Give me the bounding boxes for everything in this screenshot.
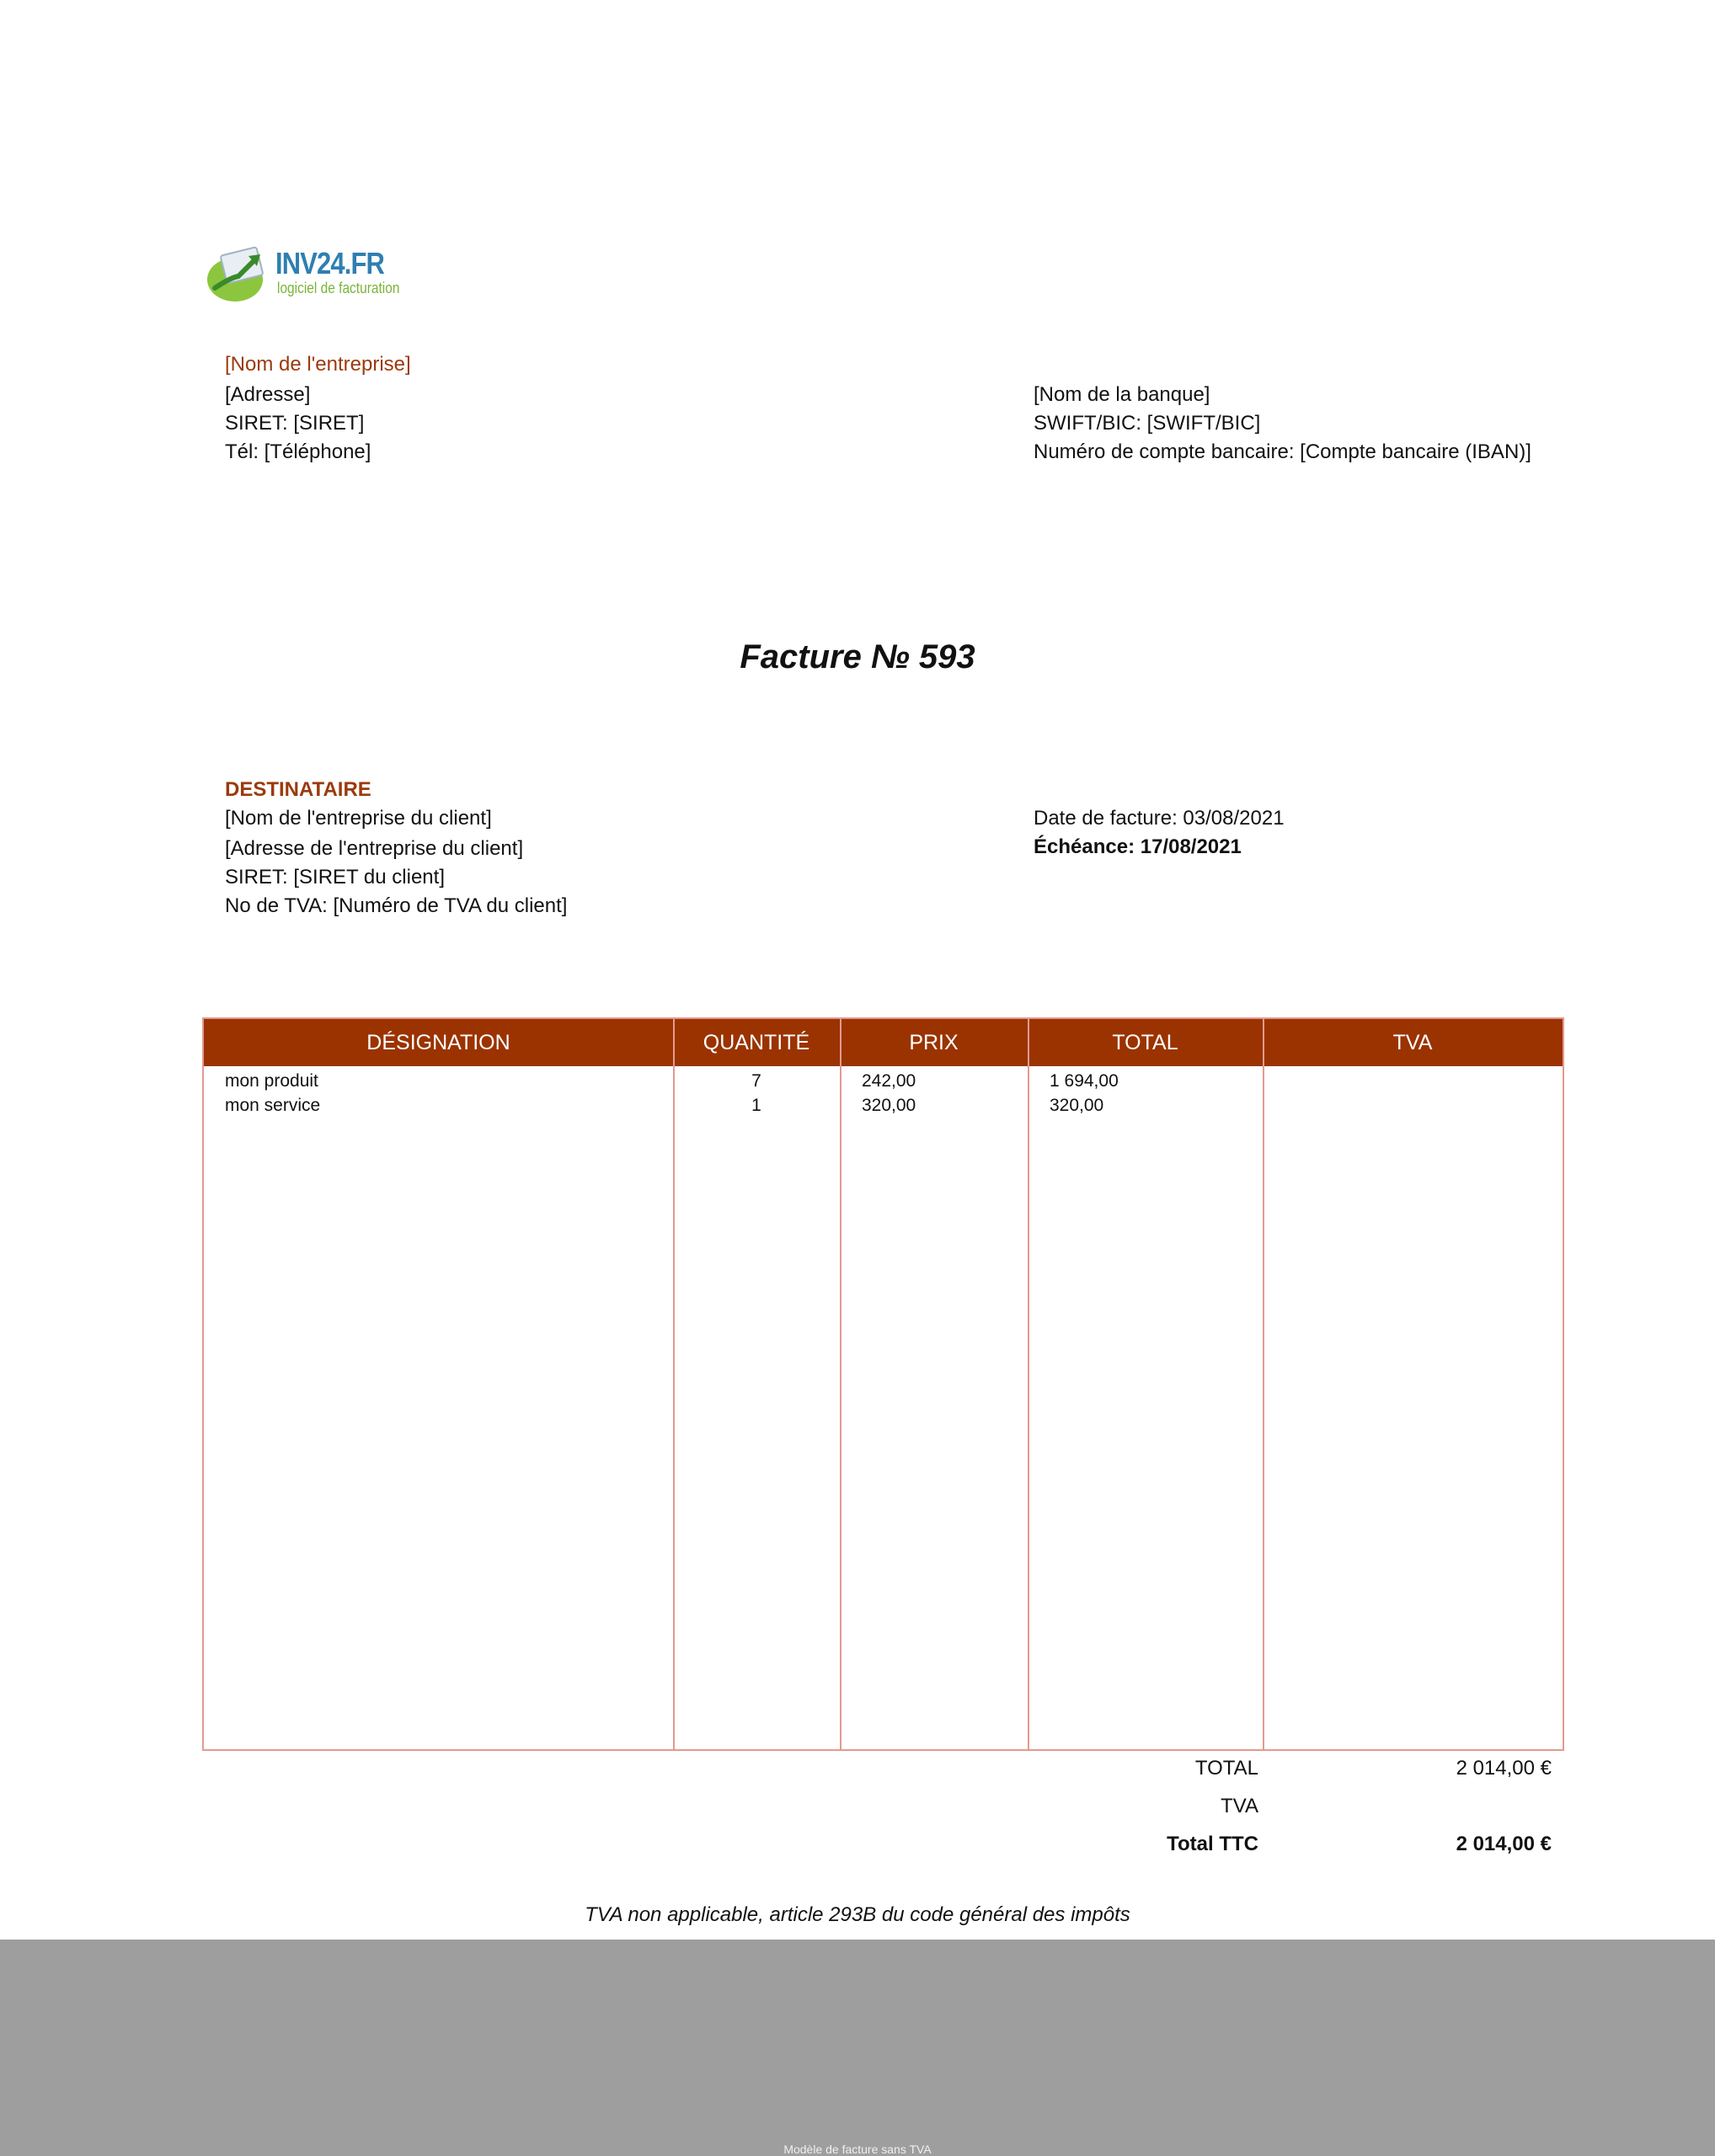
recipient-company: [Nom de l'entreprise du client] <box>225 807 492 830</box>
recipient-siret: SIRET: [SIRET du client] <box>225 866 445 889</box>
row-price: 242,00 <box>862 1071 916 1091</box>
seller-address: [Adresse] <box>225 383 311 406</box>
seller-siret: SIRET: [SIRET] <box>225 412 365 435</box>
footer-band <box>0 1940 1715 2156</box>
invoice-growth-icon <box>205 244 272 303</box>
company-logo <box>205 244 407 303</box>
footer-caption: Modèle de facture sans TVA <box>783 2143 932 2156</box>
invoice-title: Facture № 593 <box>740 638 975 675</box>
logo-subtitle: logiciel de facturation <box>277 280 400 296</box>
ttc-label: Total TTC <box>1167 1833 1258 1855</box>
bank-account: Numéro de compte bancaire: [Compte bancaire (IBAN)] <box>1034 440 1531 463</box>
row-quantity: 1 <box>751 1096 761 1115</box>
column-divider <box>1263 1019 1264 1749</box>
seller-phone: Tél: [Téléphone] <box>225 440 371 463</box>
row-total: 320,00 <box>1050 1096 1104 1115</box>
row-price: 320,00 <box>862 1096 916 1115</box>
recipient-address: [Adresse de l'entreprise du client] <box>225 837 524 860</box>
row-quantity: 7 <box>751 1071 761 1091</box>
column-divider <box>673 1019 675 1749</box>
column-divider <box>840 1019 841 1749</box>
items-table <box>202 1017 1564 1751</box>
ttc-value: 2 014,00 € <box>1456 1833 1552 1855</box>
invoice-due-date: Échéance: 17/08/2021 <box>1034 835 1242 858</box>
header-price: PRIX <box>909 1031 959 1054</box>
recipient-heading: DESTINATAIRE <box>225 778 371 801</box>
table-header-row <box>204 1019 1563 1066</box>
row-designation: mon service <box>225 1096 321 1115</box>
invoice-date: Date de facture: 03/08/2021 <box>1034 807 1285 830</box>
logo-text: INV24.FR <box>275 246 385 280</box>
bank-name: [Nom de la banque] <box>1034 383 1210 406</box>
bank-swift: SWIFT/BIC: [SWIFT/BIC] <box>1034 412 1261 435</box>
row-designation: mon produit <box>225 1071 318 1091</box>
header-vat: TVA <box>1392 1031 1433 1054</box>
total-label: TOTAL <box>1194 1757 1258 1780</box>
header-quantity: QUANTITÉ <box>703 1031 810 1054</box>
header-total: TOTAL <box>1112 1031 1178 1054</box>
vat-exemption-note: TVA non applicable, article 293B du code général des impôts <box>585 1903 1130 1926</box>
header-designation: DÉSIGNATION <box>366 1031 510 1054</box>
row-total: 1 694,00 <box>1050 1071 1119 1091</box>
total-value: 2 014,00 € <box>1456 1757 1552 1780</box>
recipient-vat: No de TVA: [Numéro de TVA du client] <box>225 894 568 917</box>
vat-total-label: TVA <box>1221 1795 1258 1817</box>
column-divider <box>1028 1019 1029 1749</box>
seller-name: [Nom de l'entreprise] <box>225 353 411 376</box>
